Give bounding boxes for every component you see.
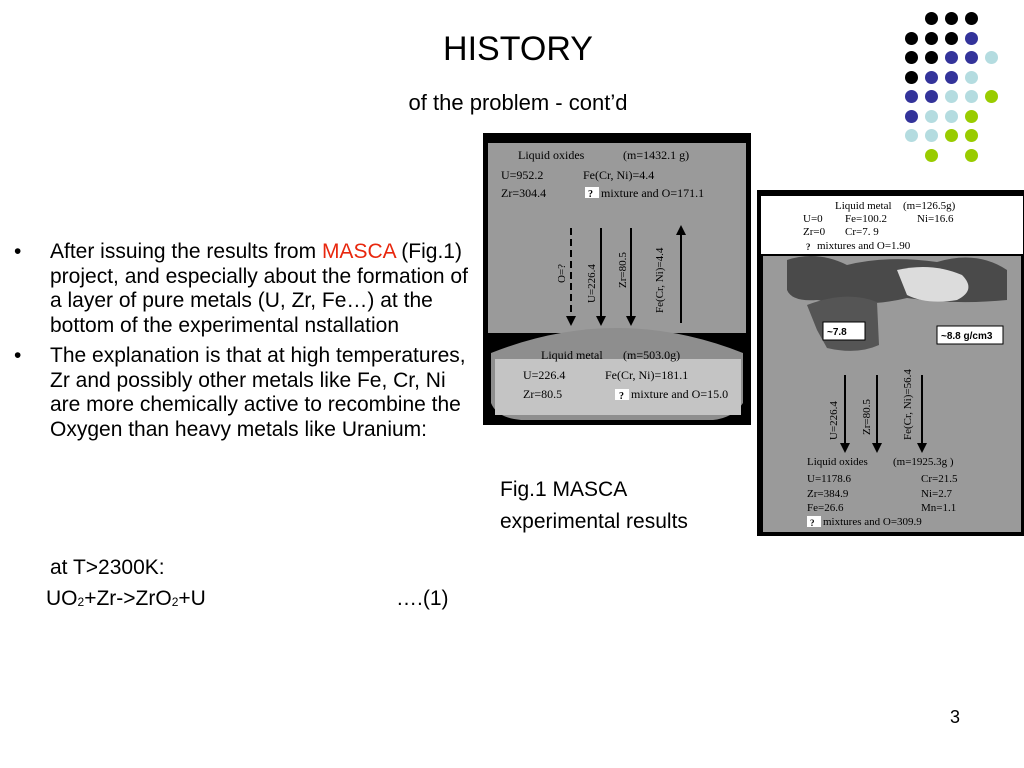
svg-text:?: ? [806, 242, 811, 252]
decorative-dot [905, 129, 918, 142]
bullet-marker: • [14, 344, 22, 367]
svg-text:(m=126.5g): (m=126.5g) [903, 200, 956, 212]
decorative-dot [905, 51, 918, 64]
decorative-dot [965, 90, 978, 103]
svg-text:Zr=384.9: Zr=384.9 [807, 488, 849, 500]
bullet-list [14, 240, 479, 448]
svg-text:Fe(Cr, Ni)=4.4: Fe(Cr, Ni)=4.4 [583, 168, 655, 182]
decorative-dot [925, 71, 938, 84]
bullet-text: The explanation is that at high temperatures, Zr and possibly other metals like Fe, Cr, Ni are more chemically active to recombine the Oxygen than heavy metals like Uranium: [50, 344, 466, 441]
decorative-dot [945, 12, 958, 25]
temperature-condition: at T>2300K: [50, 556, 165, 579]
decorative-dot [965, 129, 978, 142]
decorative-dot [925, 129, 938, 142]
decorative-dot [945, 129, 958, 142]
svg-text:U=952.2: U=952.2 [501, 168, 544, 182]
svg-text:Liquid metal: Liquid metal [835, 200, 892, 212]
svg-text:Fe=26.6: Fe=26.6 [807, 502, 844, 514]
svg-text:Cr=7. 9: Cr=7. 9 [845, 226, 879, 238]
decorative-dot [925, 12, 938, 25]
decorative-dot [905, 90, 918, 103]
svg-text:Fe=100.2: Fe=100.2 [845, 213, 887, 225]
masca-figure-right [757, 190, 1024, 536]
svg-text:Ni=16.6: Ni=16.6 [917, 213, 954, 225]
svg-text:Liquid oxides: Liquid oxides [518, 148, 585, 162]
svg-text:O=?: O=? [556, 263, 568, 283]
svg-text:U=0: U=0 [803, 213, 823, 225]
svg-text:Liquid metal: Liquid metal [541, 348, 603, 362]
equation-reference: ….(1) [396, 587, 449, 610]
decorative-dot [945, 51, 958, 64]
masca-highlight: MASCA [321, 240, 396, 263]
decorative-dot [965, 12, 978, 25]
decorative-dot [925, 149, 938, 162]
decorative-dot [945, 71, 958, 84]
decorative-dot [965, 51, 978, 64]
svg-text:U=226.4: U=226.4 [523, 368, 566, 382]
decorative-dot [985, 51, 998, 64]
svg-text:Liquid oxides: Liquid oxides [807, 456, 868, 468]
svg-text:mixtures and O=1.90: mixtures and O=1.90 [817, 240, 911, 252]
svg-text:(m=1925.3g ): (m=1925.3g ) [893, 456, 954, 468]
svg-text:?: ? [588, 189, 593, 200]
figure-caption: Fig.1 MASCA experimental results [500, 478, 688, 533]
decorative-dot [965, 149, 978, 162]
decorative-dot [965, 71, 978, 84]
svg-text:mixture and O=15.0: mixture and O=15.0 [631, 387, 729, 401]
svg-text:Cr=21.5: Cr=21.5 [921, 473, 958, 485]
svg-text:mixtures and O=309.9: mixtures and O=309.9 [823, 516, 922, 528]
decorative-dot-grid [905, 12, 1024, 172]
bullet-text-part: After issuing the results from [50, 240, 322, 263]
decorative-dot [925, 51, 938, 64]
svg-text:U=226.4: U=226.4 [586, 264, 598, 303]
reaction-formula: $UO_2+Zr->ZrO_2+U$ ….(1) [46, 587, 449, 610]
bullet-text-part: (Fig.1) project, and especially about the formation of a layer of pure metals (U, Zr, Fe…) at the bottom of the experimental nstallation [50, 240, 468, 337]
svg-text:mixture and O=171.1: mixture and O=171.1 [601, 186, 705, 200]
bullet-item-masca [14, 240, 479, 338]
bullet-item-explanation [14, 344, 479, 442]
decorative-dot [905, 32, 918, 45]
svg-text:Zr=80.5: Zr=80.5 [523, 387, 563, 401]
bullet-marker: • [14, 240, 22, 263]
decorative-dot [965, 110, 978, 123]
decorative-dot [945, 90, 958, 103]
svg-text:~7.8: ~7.8 [827, 327, 847, 338]
slide-subtitle: of the problem - cont’d [408, 90, 628, 115]
svg-text:Fe(Cr, Ni)=4.4: Fe(Cr, Ni)=4.4 [654, 247, 666, 313]
svg-text:Zr=304.4: Zr=304.4 [501, 186, 547, 200]
svg-text:Zr=0: Zr=0 [803, 226, 826, 238]
decorative-dot [925, 32, 938, 45]
svg-text:?: ? [619, 391, 624, 402]
svg-text:Mn=1.1: Mn=1.1 [921, 502, 957, 514]
decorative-dot [945, 110, 958, 123]
svg-text:~8.8 g/cm3: ~8.8 g/cm3 [941, 331, 993, 342]
svg-text:U=1178.6: U=1178.6 [807, 473, 851, 485]
decorative-dot [965, 32, 978, 45]
svg-text:Ni=2.7: Ni=2.7 [921, 488, 952, 500]
decorative-dot [905, 110, 918, 123]
decorative-dot [945, 32, 958, 45]
decorative-dot [985, 90, 998, 103]
svg-text:(m=1432.1 g): (m=1432.1 g) [623, 148, 690, 162]
page-number: 3 [950, 707, 961, 727]
svg-text:Zr=80.5: Zr=80.5 [617, 252, 629, 288]
svg-text:?: ? [810, 518, 815, 528]
svg-text:Fe(Cr, Ni)=181.1: Fe(Cr, Ni)=181.1 [605, 368, 689, 382]
slide-title: HISTORY [443, 30, 593, 68]
decorative-dot [925, 90, 938, 103]
decorative-dot [905, 71, 918, 84]
masca-figure-left [483, 133, 751, 425]
svg-text:(m=503.0g): (m=503.0g) [623, 348, 681, 362]
decorative-dot [925, 110, 938, 123]
svg-text:U=226.4: U=226.4 [828, 401, 840, 440]
svg-text:Zr=80.5: Zr=80.5 [861, 399, 873, 435]
svg-text:Fe(Cr, Ni)=56.4: Fe(Cr, Ni)=56.4 [902, 369, 914, 440]
